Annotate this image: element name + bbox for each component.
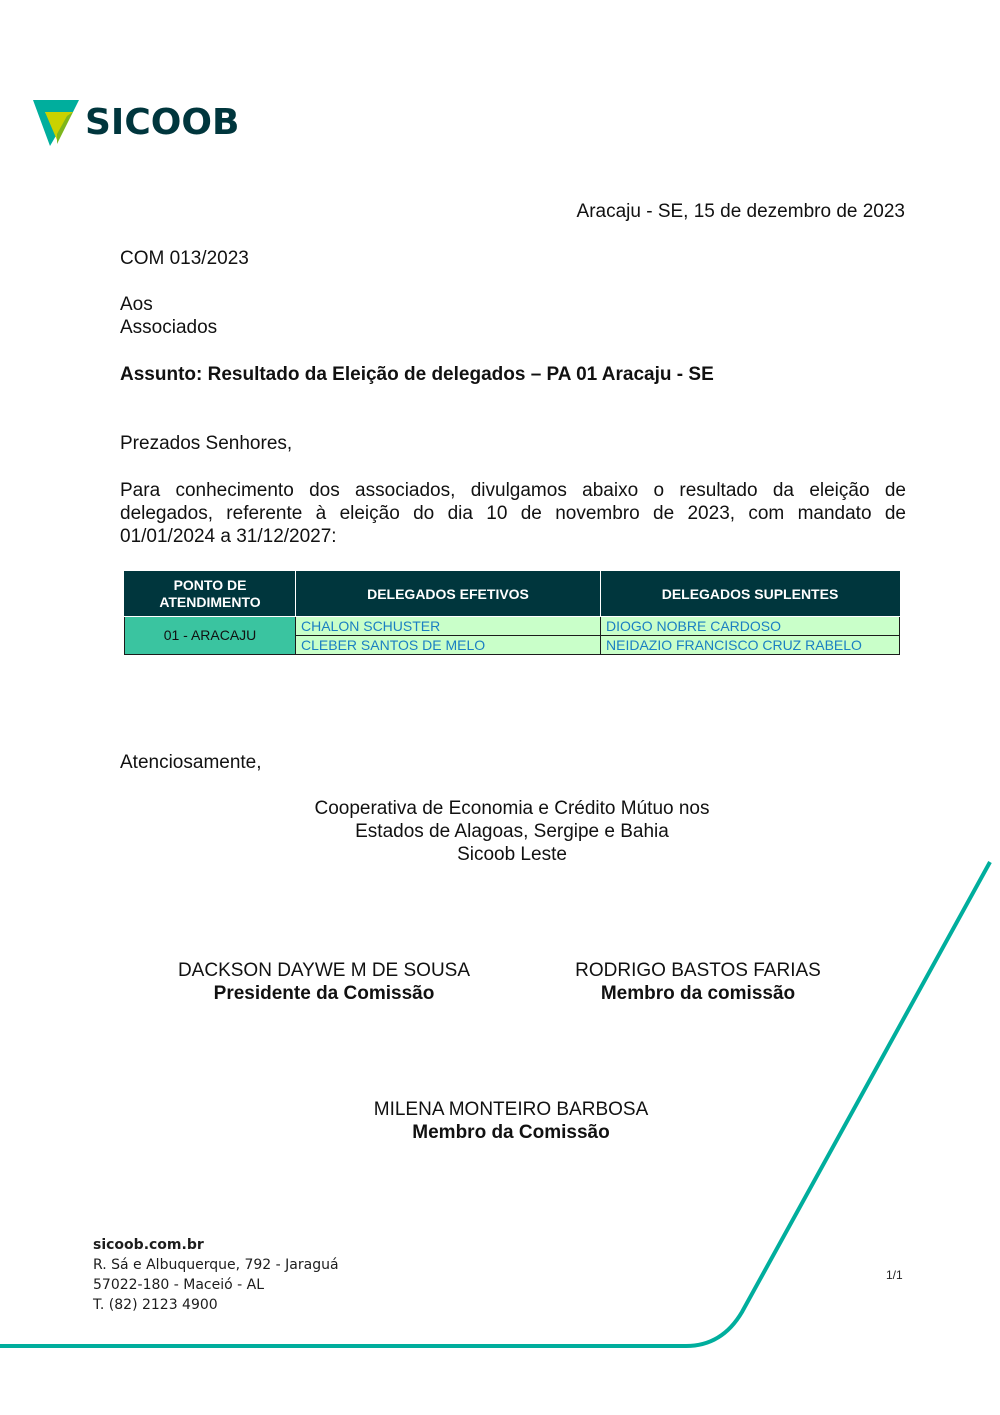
signatory-name: DACKSON DAYWE M DE SOUSA bbox=[177, 960, 471, 981]
recipient-line-1: Aos bbox=[120, 294, 153, 315]
org-line-1: Cooperativa de Economia e Crédito Mútuo nos bbox=[314, 798, 710, 819]
paragraph-line-2: delegados, referente à eleição do dia 10 de novembro de 2023, com mandato de bbox=[120, 503, 906, 524]
signature-block bbox=[330, 1098, 692, 1144]
org-line-3: Sicoob Leste bbox=[457, 844, 567, 865]
footer-phone: T. (82) 2123 4900 bbox=[93, 1297, 218, 1313]
efetivo-cell: CLEBER SANTOS DE MELO bbox=[296, 636, 601, 655]
page-number: 1/1 bbox=[886, 1268, 903, 1282]
sicoob-logo-icon bbox=[33, 98, 83, 148]
reference-number: COM 013/2023 bbox=[120, 248, 249, 269]
org-line-2: Estados de Alagoas, Sergipe e Bahia bbox=[355, 821, 669, 842]
header-ponto-line-1: PONTO DE bbox=[173, 577, 247, 593]
organization-block bbox=[260, 797, 764, 866]
efetivo-cell: CHALON SCHUSTER bbox=[296, 617, 601, 636]
footer-address: R. Sá e Albuquerque, 792 - Jaraguá bbox=[93, 1257, 339, 1273]
suplente-cell: DIOGO NOBRE CARDOSO bbox=[601, 617, 900, 636]
header-ponto-atendimento bbox=[125, 572, 296, 617]
logo-wordmark: SICOOB bbox=[85, 102, 240, 143]
paragraph-line-1: Para conhecimento dos associados, divulgamos abaixo o resultado da eleição de bbox=[120, 480, 906, 501]
greeting: Prezados Senhores, bbox=[120, 433, 293, 454]
footer-city: 57022-180 - Maceió - AL bbox=[93, 1277, 265, 1293]
footer-contact bbox=[93, 1235, 339, 1315]
header-delegados-suplentes: DELEGADOS SUPLENTES bbox=[601, 572, 900, 617]
suplente-cell: NEIDAZIO FRANCISCO CRUZ RABELO bbox=[601, 636, 900, 655]
footer-site-link[interactable]: sicoob.com.br bbox=[93, 1237, 204, 1253]
table-row bbox=[125, 617, 900, 636]
election-results-table bbox=[124, 571, 900, 655]
signatory-role: Presidente da Comissão bbox=[213, 983, 435, 1004]
subject-line: Assunto: Resultado da Eleição de delegados – PA 01 Aracaju - SE bbox=[120, 364, 714, 385]
recipient-line-2: Associados bbox=[120, 317, 218, 338]
sicoob-logo bbox=[33, 98, 243, 150]
signatory-role: Membro da Comissão bbox=[412, 1122, 610, 1143]
recipient bbox=[120, 293, 217, 339]
body-paragraph bbox=[120, 479, 906, 548]
closing-salutation: Atenciosamente, bbox=[120, 752, 262, 773]
signature-block bbox=[540, 959, 856, 1005]
header-delegados-efetivos: DELEGADOS EFETIVOS bbox=[296, 572, 601, 617]
date-line: Aracaju - SE, 15 de dezembro de 2023 bbox=[576, 201, 905, 222]
signature-block bbox=[150, 959, 498, 1005]
header-ponto-line-2: ATENDIMENTO bbox=[159, 594, 261, 610]
paragraph-line-3: 01/01/2024 a 31/12/2027: bbox=[120, 526, 337, 547]
table-header-row bbox=[125, 572, 900, 617]
signatory-name: MILENA MONTEIRO BARBOSA bbox=[373, 1099, 649, 1120]
signatory-name: RODRIGO BASTOS FARIAS bbox=[575, 960, 821, 981]
signatory-role: Membro da comissão bbox=[600, 983, 796, 1004]
ponto-atendimento-cell: 01 - ARACAJU bbox=[125, 617, 296, 655]
